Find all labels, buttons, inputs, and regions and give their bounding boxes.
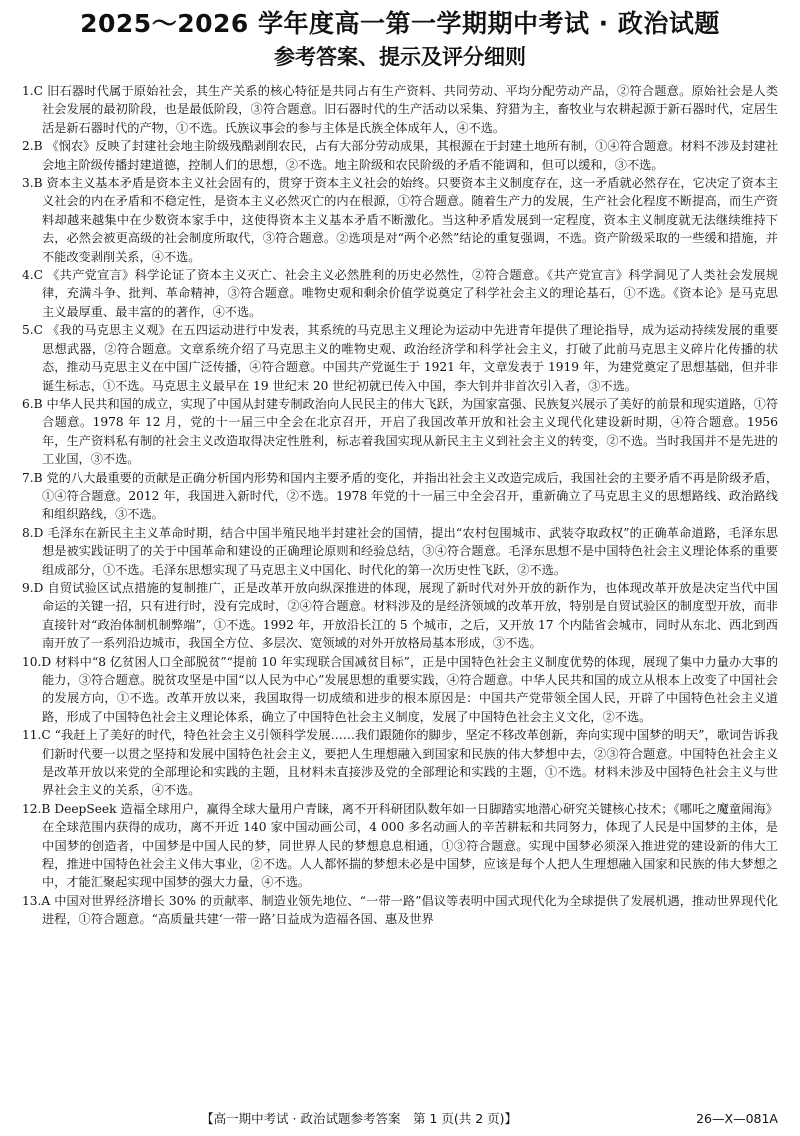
answer-explanation: 资本主义基本矛盾是资本主义社会固有的，贯穿于资本主义社会的始终。只要资本主义制度存在，这一矛盾就必然存在，它决定了资本主义社会的内在矛盾和不稳定性，是资本主义必然灭亡的内在根源，①符合题意。随着生产力的发展，生产社会化程度不断提高，而生产资料却越来越集中在少数资本家手中，这使得资本主义基本矛盾不断激化。当这种矛盾发展到一定程度，资本主义制度就无法继续维持下去，必然会被更高级的社会制度所取代，③符合题意。②选项是对“两个必然”结论的重复强调，不选。资产阶级采取的一些缓和措施，并不能改变剥削关系，④不选。 (42, 176, 779, 264)
question-number: 3. (22, 176, 34, 191)
answer-explanation: 《悯农》反映了封建社会地主阶级残酷剥削农民，占有大部分劳动成果，其根源在于封建土地所有制，①④符合题意。材料不涉及封建社会地主阶级传播封建道德，控制人们的思想，②不选。地主阶级和农民阶级的矛盾不能调和，但可以缓和，③不选。 (42, 139, 779, 172)
answer-explanation: 毛泽东在新民主主义革命时期，结合中国半殖民地半封建社会的国情，提出“农村包围城市、武装夺取政权”的正确革命道路，毛泽东思想是被实践证明了的关于中国革命和建设的正确理论原则和经验总结，③④符合题意。毛泽东思想不是中国特色社会主义理论体系的重要组成部分，①不选。毛泽东思想实现了马克思主义中国化、时代化的第一次历史性飞跃，②不选。 (42, 525, 779, 577)
answer-explanation: 旧石器时代属于原始社会，其生产关系的核心特征是共同占有生产资料、共同劳动、平均分配劳动产品，②符合题意。原始社会是人类社会发展的最初阶段，也是最低阶段，③符合题意。旧石器时代的生产活动以采集、狩猎为主，畜牧业与农耕起源于新石器时代，定居生活是新石器时代的产物，①不选。氏族议事会的参与主体是氏族全体成年人，④不选。 (42, 84, 779, 135)
answer-item (22, 726, 778, 800)
question-number: 8. (22, 525, 34, 540)
answer-item (22, 174, 778, 266)
answer-item (22, 524, 778, 579)
answer-letter: B (33, 396, 43, 411)
answer-explanation: 材料中“8 亿贫困人口全部脱贫”“提前 10 年实现联合国减贫目标”，正是中国特色社会主义制度优势的体现，展现了集中力量办大事的能力，③符合题意。脱贫攻坚是中国“以人民为中心”发展思想的重要实践，④符合题意。中华人民共和国的成立从根本上改变了中国社会的发展方向，①不选。改革开放以来，我国取得一切成绩和进步的根本原因是：中国共产党带领全国人民，开辟了中国特色社会主义道路，形成了中国特色社会主义理论体系，确立了中国特色社会主义制度，发展了中国特色社会主义文化，②不选。 (42, 654, 779, 724)
question-number: 9. (22, 580, 34, 595)
question-number: 4. (22, 268, 34, 283)
answer-explanation: 自贸试验区试点措施的复制推广，正是改革开放向纵深推进的体现，展现了新时代对外开放的新作为，也体现改革开放是决定当代中国命运的关键一招，只有进行时，没有完成时，②④符合题意。材料涉及的是经济领域的改革开放，特别是自贸试验区的制度型开放，而非直接针对“政治体制机制弊端”，①不选。1992 年，开放沿长江的 5 个城市，之后，又开放 17 个内陆省会城市，同时从东北、西北到西南开放了一系列沿边城市，我国全方位、多层次、宽领域的对外开放格局基本形成，③不选。 (42, 580, 779, 651)
page-subtitle: 参考答案、提示及评分细则 (274, 45, 526, 69)
question-number: 10. (22, 654, 42, 669)
answer-letter: B (33, 176, 43, 191)
answer-letter: D (33, 580, 44, 595)
answer-letter: A (41, 893, 51, 908)
answer-item (22, 653, 778, 727)
answer-letter: C (41, 728, 51, 743)
question-number: 5. (22, 323, 34, 338)
answer-explanation: 《我的马克思主义观》在五四运动进行中发表，其系统的马克思主义理论为运动中先进青年提供了理论指导，成为运动持续发展的重要思想武器，②符合题意。文章系统介绍了马克思主义的唯物史观、政治经济学和科学社会主义，打破了此前马克思主义碎片化传播的状态，推动马克思主义在中国广泛传播，④符合题意。中国共产党诞生于 1921 年，文章发表于 1919 年，为建党奠定了思想基础，但并非诞生标志，①不选。马克思主义最早在 19 世纪末 20 世纪初就已传入中国，李大钊并非首次引入者，③不选。 (42, 323, 779, 393)
answer-explanation: DeepSeek 造福全球用户，赢得全球大量用户青睐，离不开科研团队数年如一日脚踏实地潜心研究关键核心技术；《哪吒之魔童闹海》在全球范围内获得的成功，离不开近 140 家中国动画公司，4 000 多名动画人的辛苦耕耘和共同努力，体现了人民是中国梦的主体，是中国梦的创造者，中国梦是中国人民的梦，同世界人民的梦想息息相通，①③符合题意。实现中国梦必须深入推进党的建设新的伟大工程，推进中国特色社会主义伟大事业，②不选。人人都怀揣的梦想未必是中国梦，应该是每个人把人生理想融入国家和民族的伟大梦想之中，才能汇聚起实现中国梦的强大力量，④不选。 (42, 801, 778, 890)
question-number: 6. (22, 396, 34, 411)
answer-item (22, 266, 778, 321)
answer-item (22, 82, 778, 137)
answer-item (22, 579, 778, 653)
answer-item (22, 800, 778, 892)
answer-letter: B (33, 139, 43, 154)
answer-letter: C (33, 268, 43, 283)
answer-item (22, 892, 778, 929)
answer-letter: D (33, 525, 44, 540)
answer-item (22, 137, 778, 174)
question-number: 12. (22, 801, 42, 816)
question-number: 11. (22, 728, 42, 743)
answer-letter: B (33, 470, 43, 485)
answer-letter: D (41, 654, 52, 669)
footer-code: 26—X—081A (696, 1111, 778, 1126)
answer-explanation: 党的八大最重要的贡献是正确分析国内形势和国内主要矛盾的变化，并指出社会主义改造完成后，我国社会的主要矛盾不再是阶级矛盾，①④符合题意。2012 年，我国进入新时代，②不选。1978 年党的十一届三中全会召开，重新确立了马克思主义的思想路线、政治路线和组织路线，③不选。 (42, 470, 779, 522)
answer-explanation: “我赶上了美好的时代，特色社会主义引领科学发展……我们跟随你的脚步，坚定不移改革创新，奔向实现中国梦的明天”，歌词告诉我们新时代要一以贯之坚持和发展中国特色社会主义，要把人生理想融入到国家和民族的伟大梦想中去，②③符合题意。中国特色社会主义是改革开放以来党的全部理论和实践的主题，且材料未直接涉及党的全部理论和实践的主题，①不选。材料未涉及中国特色社会主义与世界社会主义的关系，④不选。 (42, 728, 779, 798)
answer-item (22, 321, 778, 395)
question-number: 1. (22, 84, 34, 98)
question-number: 13. (22, 893, 42, 908)
answer-list (22, 82, 778, 929)
answer-letter: C (33, 84, 43, 98)
answer-item (22, 395, 778, 469)
answer-explanation: 《共产党宣言》科学论证了资本主义灭亡、社会主义必然胜利的历史必然性，②符合题意。《共产党宣言》科学洞见了人类社会发展规律，充满斗争、批判、革命精神，③符合题意。唯物史观和剩余价值学说奠定了科学社会主义的理论基石，①不选。《资本论》是马克思主义最厚重、最丰富的的著作，④不选。 (42, 268, 778, 319)
page-footer (22, 1110, 778, 1128)
question-number: 2. (22, 139, 34, 154)
answer-letter: B (41, 801, 51, 816)
question-number: 7. (22, 470, 34, 485)
answer-explanation: 中国对世界经济增长 30% 的贡献率、制造业领先地位、“一带一路”倡议等表明中国式现代化为全球提供了发展机遇，推动世界现代化进程，①符合题意。“高质量共建‘一带一路’日益成为造福各国、惠及世界 (42, 893, 778, 927)
page-title: 2025～2026 学年度高一第一学期期中考试 · 政治试题 (80, 9, 720, 38)
answer-explanation: 中华人民共和国的成立，实现了中国从封建专制政治向人民民主的伟大飞跃，为国家富强、民族复兴展示了美好的前景和现实道路，①符合题意。1978 年 12 月，党的十一届三中全会在北京召开，开启了我国改革开放和社会主义现代化建设新时期，④符合题意。1956 年，生产资料私有制的社会主义改造取得决定性胜利，标志着我国实现从新民主主义到社会主义的转变，②不选。当时我国并不是先进的工业国，③不选。 (42, 396, 779, 467)
footer-page-info: 【高一期中考试 · 政治试题参考答案 第 1 页(共 2 页)】 (201, 1111, 518, 1126)
answer-letter: C (33, 323, 43, 338)
answer-item (22, 469, 778, 524)
